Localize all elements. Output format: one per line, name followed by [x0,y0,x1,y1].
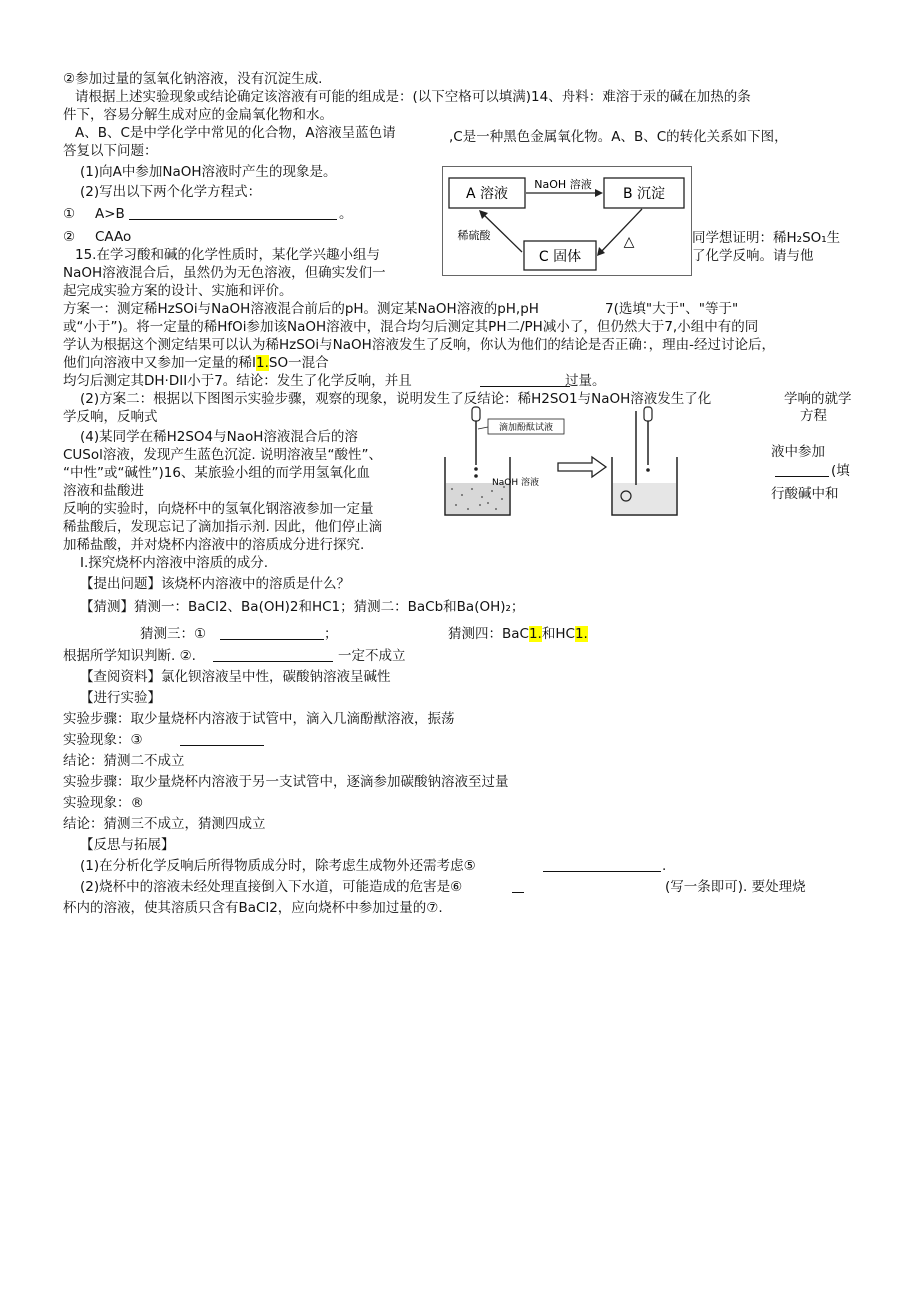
q16-step-1: 实验步骤：取少量烧杯内溶液于试管中，滴入几滴酚猷溶液，振荡 [63,711,455,727]
beaker-label: NaOH 溶液 [492,478,539,488]
left-drop-1 [474,467,478,471]
arrow-right-label: △ [623,234,635,250]
arrow-left-label: 稀硫酸 [457,229,491,242]
part4-line-2-right: 液中参加 [771,444,825,460]
guess3-blank[interactable] [220,625,324,640]
right-drop-1 [646,468,650,472]
abc-cycle-diagram [442,166,692,276]
part4-line-2: CUSol溶液，发现产生蓝色沉淀. 说明溶液呈“酸性”、 [63,447,382,463]
q16-conclusion-2: 结论：猜测三不成立，猜测四成立 [63,816,266,832]
q16-judge: 根据所学知识判断. ②. [63,648,196,664]
plan1-line-4: 他们向溶液中又参加一定量的稀I1.SO一混合 [63,355,329,371]
q16-judge-end: 一定不成立 [338,648,406,664]
q14-part1: (1)向A中参加NaOH溶液时产生的现象是。 [80,164,337,180]
eq2-marker: ② [63,229,76,245]
q14-intro-cont: ,C是一种黑色金属氧化物。A、B、C的转化关系如下图， [449,129,788,145]
plan1-line-3: 学认为根据这个测定结果可以认为稀HzSOi与NaOH溶液发生了反响，你认为他们的结论是否正确：，理由-经过讨论后， [63,337,775,353]
reflection2-blank[interactable] [512,878,524,893]
process-arrow [558,457,606,477]
observation1-blank[interactable] [180,731,264,746]
part4-line-1: (4)某同学在稀H2SO4与NaoH溶液混合后的溶 [80,429,358,445]
text-line-3: 件下，容易分解生成对应的金扁氧化物和水。 [63,107,333,123]
plan1-line-5: 均匀后测定其DH·DII小于7。结论：发生了化学反响，并且 [63,373,412,389]
q15-line-2: NaOH溶液混合后，虽然仍为无色溶液，但确实发们一 [63,265,386,281]
q16-reflection-1: (1)在分析化学反响后所得物质成分时，除考虑生成物外还需考虑⑤ [80,858,476,874]
q16-question: 【提出问题】该烧杯内溶液中的溶质是什么？ [80,576,350,592]
plan2-line-1: (2)方案二：根据以下图图示实验步骤，观察的现象，说明发生了反结论：稀H2SO1与NaOH溶液发生了化 [80,391,712,407]
eq1-marker: ① [63,206,76,222]
q16-observation-1: 实验现象：③ [63,732,143,748]
q16-line-3: 稀盐酸后，发现忘记了滴加指示剂. 因此，他们停止滴 [63,519,383,535]
plan2-line-2-right: 方程 [800,408,827,424]
q16-reflection-heading: 【反思与拓展】 [80,837,175,853]
plan1-line-1-right: 7(选填"大于"、"等于" [605,301,739,317]
reflection1-blank[interactable] [543,857,661,872]
q16-guess-1-2: 【猜测】猜测一：BaCI2、Ba(OH)2和HC1；猜测二：BaCb和Ba(OH)₂； [80,599,525,615]
beaker-experiment-diagram [440,405,680,520]
q16-reflection-2: (2)烧杯中的溶液未经处理直接倒入下水道，可能造成的危害是⑥ [80,879,463,895]
plan1-line-2: 或“小于”)。将一定量的稀HfOi参加该NaOH溶液中，混合均匀后测定其PH二/PH减小了，但仍然大于7,小组中有的同 [63,319,759,335]
q16-line-2-right: 行酸碱中和 [771,486,839,502]
arrow-b-to-c [599,209,642,254]
eq1-end: 。 [339,206,353,222]
q15-line-1-right: 同学想证明：稀H₂SO₁生 [692,230,841,246]
q16-reference: 【查阅资料】氯化钡溶液呈中性，碳酸钠溶液呈碱性 [80,669,391,685]
q16-line-4: 加稀盐酸，并对烧杯内溶液中的溶质成分进行探究. [63,537,365,553]
dropper-label: 滴加酚酞试液 [498,423,554,433]
box-c-label: C 固体 [538,249,582,265]
arrow-a-to-b-head [595,189,603,197]
eq1-blank[interactable] [129,205,337,220]
q16-guess-4: 猜测四：BaC1.和HC1. [448,626,588,642]
right-dropper-bulb [644,407,652,421]
part4-blank[interactable] [775,462,829,477]
q14-part2: (2)写出以下两个化学方程式： [80,184,262,200]
part4-line-3-right: (填 [831,463,850,479]
q16-observation-2: 实验现象：® [63,795,144,811]
q15-line-3: 起完成实验方案的设计、实施和评价。 [63,283,293,299]
plan1-line-5-end: 过量。 [565,373,606,389]
q14-answer-prompt: 答复以下问题： [63,143,158,159]
q16-reflection-2-right: (写一条即可). 要处理烧 [665,879,806,895]
eq1-label: A>B [95,206,125,222]
q16-line-2: 反响的实验时，向烧杯中的氢氧化钢溶液参加一定量 [63,501,374,517]
plan1-line-1: 方案一：测定稀HzSOi与NaOH溶液混合前后的pH。测定某NaOH溶液的pH,pH [63,301,539,317]
q16-reflection-1-end: . [662,858,667,874]
text-line-2: 请根据上述实验现象或结论确定该溶液有可能的组成是：(以下空格可以填满)14、舟料：难溶于汞的碱在加热的条 [75,89,751,105]
box-a-label: A 溶液 [465,186,509,202]
text-line-1: ②参加过量的氢氧化钠溶液，没有沉淀生成. [63,71,323,87]
q16-reflection-3: 杯内的溶液，使其溶质只含有BaCl2，应向烧杯中参加过量的⑦. [63,900,443,916]
q16-conclusion-1: 结论：猜测二不成立 [63,753,185,769]
q14-intro: A、B、C是中学化学中常见的化合物，A溶液呈蓝色请 [75,125,396,141]
q16-line-1: 溶液和盐酸进 [63,483,144,499]
plan2-line-1-right: 学响的就学 [784,391,852,407]
q15-line-2-right: 了化学反响。请与他 [692,248,814,264]
part4-line-3: “中性”或“碱性”)16、某旅验小组的而学用氢氧化血 [63,465,370,481]
plan2-line-2: 学反响，反响式 [63,409,158,425]
q15-line-1: 15.在学习酸和碱的化学性质时，某化学兴趣小组与 [75,247,380,263]
q16-section-1: I.探究烧杯内溶液中溶质的成分. [80,555,269,571]
plan1-blank[interactable] [480,372,570,387]
highlight-1: 1. [255,355,269,371]
q16-guess-3-end: ； [324,626,338,642]
left-drop-2 [474,474,478,478]
q16-experiment-heading: 【进行实验】 [80,690,161,706]
judge-blank[interactable] [213,647,333,662]
q16-step-2: 实验步骤：取少量烧杯内溶液于另一支试管中，逐滴参加碳酸钠溶液至过量 [63,774,509,790]
left-dropper-bulb [472,407,480,421]
q16-guess-3: 猜测三：① [140,626,207,642]
right-beaker-liquid [613,483,676,514]
highlight-3: 1. [574,626,588,642]
eq2-label: CAAo [95,229,132,245]
highlight-2: 1. [528,626,542,642]
arrow-top-label: NaOH 溶液 [534,178,592,191]
box-b-label: B 沉淀 [622,186,666,202]
dropper-label-leader [478,427,488,429]
